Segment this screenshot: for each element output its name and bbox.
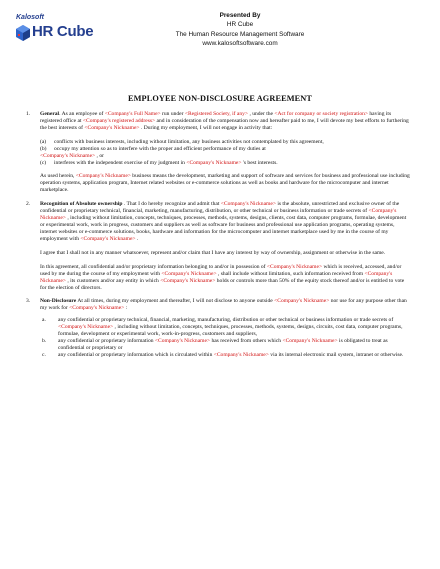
text-run: run under [160, 111, 185, 117]
document-header [120, 11, 360, 48]
placeholder-registered-society: <Registered Society, if any> [184, 111, 249, 117]
section-number: 1. [26, 111, 31, 117]
item-label: b. [42, 338, 47, 345]
text-run: As used herein, [40, 173, 76, 180]
spacer [40, 243, 412, 250]
placeholder-nickname: <Company's Nickname> [80, 235, 136, 242]
text-run: , under the [248, 111, 275, 117]
text-run: any confidential or proprietary information [58, 338, 155, 345]
placeholder-address: <Company's registered address> [82, 117, 156, 124]
section-number: 2. [26, 201, 31, 208]
company-logo [16, 14, 94, 54]
placeholder-nickname: <Company's Nickname> [160, 277, 216, 284]
placeholder-nickname: <Company's Nickname> [154, 338, 211, 345]
spacer [40, 257, 412, 264]
placeholder-nickname: <Company's Nickname> [58, 324, 114, 331]
non-disclosure-item-c [40, 352, 412, 359]
section-ownership [26, 201, 412, 243]
logo-kalosoft-text: Kalosoft [16, 14, 44, 21]
placeholder-nickname: <Company's Nickname> [220, 201, 276, 208]
section-general [26, 111, 412, 132]
placeholder-nickname: <Company's Nickname> [161, 270, 217, 277]
text-run: . As an employee of [59, 111, 105, 117]
clause-c [40, 160, 412, 167]
placeholder-nickname: <Company's Nickname> [213, 352, 269, 359]
placeholder-nickname: <Company's Nickname> [84, 124, 140, 131]
text-run: . [135, 235, 139, 242]
item-text [58, 338, 412, 352]
item-label: c. [42, 352, 46, 359]
section-paragraph [40, 298, 412, 312]
text-run: In this agreement, all confidential and/or proprietary information belonging to and/or in possession of [40, 263, 267, 270]
section-non-disclosure [26, 298, 412, 312]
text-run: : [124, 305, 128, 312]
text-run: conflicts with business interests, including without limitation, any business activities not contemplated by this agreement, [54, 138, 324, 145]
page-title: EMPLOYEE NON-DISCLOSURE AGREEMENT [127, 94, 312, 103]
business-definition [40, 173, 412, 194]
placeholder-nickname: <Company's Nickname> [282, 338, 338, 345]
section-paragraph [40, 201, 412, 243]
clause-a [40, 139, 412, 146]
text-run: via its internal electronic mail system, intranet or otherwise. [268, 352, 404, 359]
text-run: . During my employment, I will not engage in activity that: [139, 124, 273, 131]
spacer [40, 132, 412, 139]
text-run: any confidential or proprietary technical, financial, marketing, manufacturing, distribution or other technical or business information or trade secrets of [58, 317, 394, 324]
non-disclosure-item-a [40, 317, 412, 338]
placeholder-nickname: <Company's Nickname> [69, 305, 125, 312]
header-url: www.kalosoftsoftware.com [202, 39, 278, 47]
placeholder-nickname: <Company's Nickname> [40, 152, 96, 159]
text-run: is obligated to treat as confidential or proprietary or [58, 338, 388, 352]
text-run: which is received, accessed, and/or used by me during the course of my employment with [40, 263, 402, 277]
text-run: , its customers and/or any entity in which [65, 277, 161, 284]
text-run: is the absolute, unrestricted and exclusive owner of the confidential or proprietary technical, financial, marketing, manufacturing, distribution, or other technical or business information or trade secrets of [40, 201, 400, 215]
header-company: HR Cube [226, 21, 254, 29]
section-heading: General [40, 111, 60, 117]
logo-hr-cube-text: HR Cube [32, 23, 94, 40]
ownership-claim-paragraph: I agree that I shall not in any manner whatsoever, represent and/or claim that I have any interest by way of ownership, assignment or otherwise in the same. [40, 249, 386, 256]
text-run: 's best interests. [241, 159, 278, 166]
confidential-info-paragraph [40, 264, 412, 292]
text-run: At all times, during my employment and thereafter, I will not disclose to anyone outside [76, 298, 275, 305]
text-run: has received from others which [210, 338, 283, 345]
item-label: a. [42, 317, 46, 324]
text-run: and in consideration of the compensation now and hereafter paid to me, I will devote my best efforts to furthering the best interests of [40, 117, 409, 131]
placeholder-nickname: <Company's Nickname> [274, 298, 330, 305]
clause-label: (c) [40, 159, 47, 166]
agreement-body [26, 111, 412, 359]
text-run: , including without limitation, concepts, techniques, processes, methods, systems, designs, circuits, cost data, computer programs, formulae, development or experimental work, work-in-progress, customers and suppliers, [58, 324, 403, 338]
text-run: any confidential or proprietary information which is circulated within [58, 352, 214, 359]
hr-cube-icon [16, 25, 30, 41]
placeholder-nickname: <Company's Nickname> [266, 263, 323, 270]
clause-b [40, 146, 412, 160]
item-text [58, 317, 412, 338]
text-run: having its registered office at [40, 111, 392, 124]
section-heading: Recognition of Absolute ownership [40, 201, 123, 208]
non-disclosure-item-b [40, 338, 412, 352]
text-run: interferes with the independent exercise of my judgment in [54, 159, 187, 166]
presented-by: Presented By [219, 12, 261, 19]
text-run: occupy my attention so as to interfere with the proper and efficient performance of my duties at [54, 145, 266, 152]
placeholder-act: <Act for company or society registration> [274, 111, 368, 117]
item-text [58, 352, 412, 359]
clause-label: (a) [40, 138, 47, 145]
section-paragraph [40, 111, 412, 132]
text-run: business means the development, marketing and support of software and services for business and professional use including operation systems, application program, Internet related websites or e-commerce solutions as well as books and hardware for the microcomputer and internet marketplace. [40, 173, 410, 194]
clause-label: (b) [40, 145, 47, 152]
text-run: nor use for any purpose other than my work for [40, 298, 407, 312]
text-run: . That I do hereby recognize and admit that [122, 201, 221, 208]
section-heading: Non-Disclosure [40, 298, 77, 305]
header-tagline: The Human Resource Management Software [175, 30, 305, 38]
placeholder-nickname: <Company's Nickname> [186, 159, 242, 166]
text-run: , shall include without limitation, such information received from [216, 270, 365, 277]
placeholder-nickname: <Company's Nickname> [40, 270, 393, 284]
text-run: , or [95, 152, 104, 159]
placeholder-nickname: <Company's Nickname> [75, 173, 131, 180]
section-number: 3. [26, 298, 31, 305]
placeholder-full-name: <Company's Full Name> [104, 111, 161, 117]
text-run: holds or controls more than 50% of the equity stock thereof and/or is entitled to vote for the election of directors. [40, 277, 405, 291]
placeholder-nickname: <Company's Nickname> [40, 208, 397, 222]
text-run: , including without limitation, concepts, techniques, processes, methods, systems, designs, clients, cost data, computer programs, formulae, development or experimental work, work in progress, customers and suppliers as well as software for business and professional use application programs, operating systems, internet websites or e-commerce solutions, books, hardware and information for the microcomputer and internet marketplace used by me in the course of my employment with [40, 215, 407, 242]
